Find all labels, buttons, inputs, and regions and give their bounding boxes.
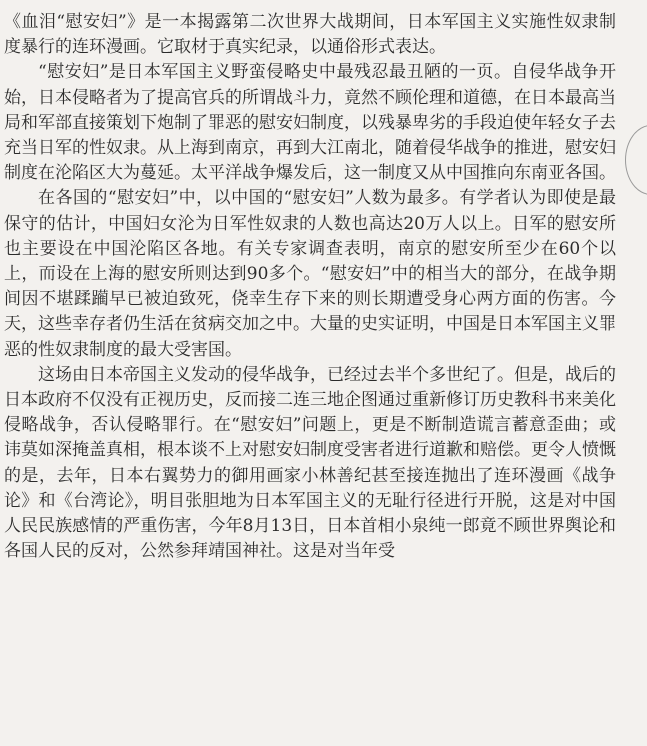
paragraph-comfort-women-system: “慰安妇”是日本军国主义野蛮侵略史中最残忍最丑陋的一页。自侵华战争开始，日本侵略者为了提高官兵的所谓战斗力，竟然不顾伦理和道德，在日本最高当局和军部直接策划下炮制了罪恶的慰安妇制度，以残暴卑劣的手段迫使年轻女子去充当日军的性奴隶。从上海到南京，再到大江南北，随着侵华战争的推进，慰安妇制度在沦陷区大为蔓延。太平洋战争爆发后，这一制度又从中国推向东南亚各国。 (4, 62, 616, 184)
page-edge-curve (625, 125, 647, 195)
paragraph-japan-denial: 这场由日本帝国主义发动的侵华战争，已经过去半个多世纪了。但是，战后的日本政府不仅没有正视历史，反而接二连三地企图通过重新修订历史教科书来美化侵略战争，否认侵略罪行。在“慰安妇”问题上，更是不断制造谎言蓄意歪曲；或讳莫如深掩盖真相，根本谈不上对慰安妇制度受害者进行道歉和赔偿。更令人愤慨的是，去年，日本右翼势力的御用画家小林善纪甚至接连抛出了连环漫画《战争论》和《台湾论》，明目张胆地为日本军国主义的无耻行径进行开脱，这是对中国人民民族感情的严重伤害，今年8月13日，日本首相小泉纯一郎竟不顾世界舆论和各国人民的反对，公然参拜靖国神社。这是对当年受 (4, 364, 616, 562)
paragraph-china-victims: 在各国的“慰安妇”中，以中国的“慰安妇”人数为最多。有学者认为即使是最保守的估计，中国妇女沦为日军性奴隶的人数也高达20万人以上。日军的慰安所也主要设在中国沦陷区各地。有关专家调查表明，南京的慰安所至少在60个以上，而设在上海的慰安所则达到90多个。“慰安妇”中的相当大的部分，在战争期间因不堪蹂躏早已被迫致死，侥幸生存下来的则长期遭受身心两方面的伤害。今天，这些幸存者仍生活在贫病交加之中。大量的史实证明，中国是日本军国主义罪恶的性奴隶制度的最大受害国。 (4, 188, 616, 360)
paragraph-intro: 《血泪“慰安妇”》是一本揭露第二次世界大战期间，日本军国主义实施性奴隶制度暴行的连环漫画。它取材于真实纪录，以通俗形式表达。 (4, 12, 616, 58)
body-text (4, 10, 616, 564)
